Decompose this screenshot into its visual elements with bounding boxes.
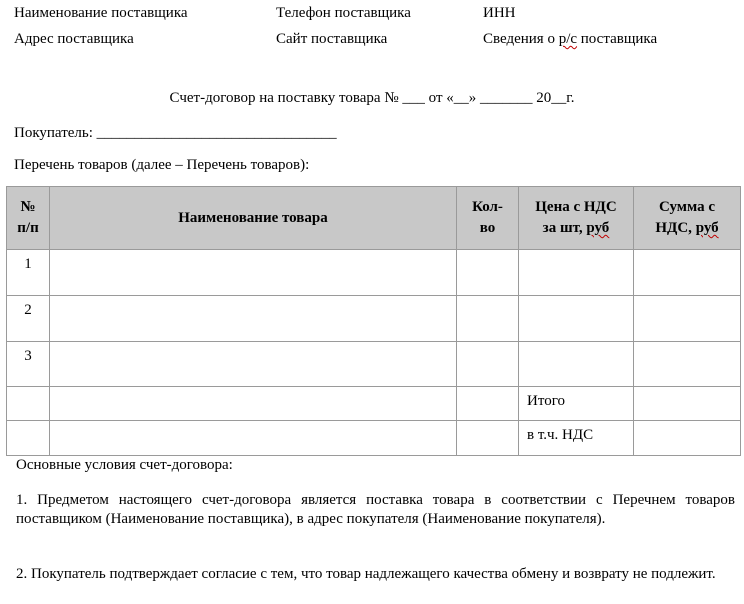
col-header-price: Цена с НДС за шт, руб: [519, 187, 634, 250]
empty-cell: [7, 421, 50, 456]
sum-cell[interactable]: [634, 342, 741, 387]
row-number: 3: [7, 342, 50, 387]
sum-cell[interactable]: [634, 296, 741, 342]
total-row: [7, 387, 741, 421]
item-name-cell[interactable]: [50, 296, 457, 342]
empty-cell: [7, 387, 50, 421]
goods-list-intro: Перечень товаров (далее – Перечень товаров):: [14, 157, 310, 173]
document-title: Счет-договор на поставку товара № ___ от «__» _______ 20__г.: [169, 90, 575, 106]
bank-details-label: [483, 31, 657, 48]
item-name-cell[interactable]: [50, 250, 457, 296]
vat-value-cell[interactable]: [634, 421, 741, 456]
empty-cell: [50, 421, 457, 456]
empty-cell: [457, 387, 519, 421]
price-cell[interactable]: [519, 342, 634, 387]
vat-row: [7, 421, 741, 456]
terms-heading: Основные условия счет-договора:: [16, 457, 233, 473]
term-paragraph-2: 2. Покупатель подтверждает согласие с тем, что товар надлежащего качества обмену и возврату не подлежит.: [16, 566, 716, 582]
supplier-address-label: Адрес поставщика: [14, 31, 134, 47]
supplier-site-label: Сайт поставщика: [276, 31, 388, 47]
supplier-phone-label: Телефон поставщика: [276, 5, 411, 21]
sum-cell[interactable]: [634, 250, 741, 296]
qty-cell[interactable]: [457, 342, 519, 387]
col-header-num: № п/п: [7, 187, 50, 250]
table-row: [7, 296, 741, 342]
inn-label: ИНН: [483, 5, 516, 21]
buyer-line: Покупатель: ________________________________: [14, 125, 337, 141]
qty-cell[interactable]: [457, 296, 519, 342]
bank-details-rs: р/с: [558, 31, 578, 47]
empty-cell: [457, 421, 519, 456]
table-row: [7, 250, 741, 296]
price-cell[interactable]: [519, 296, 634, 342]
goods-table: [6, 186, 741, 456]
bank-details-pre: Сведения о: [483, 31, 559, 47]
price-cell[interactable]: [519, 250, 634, 296]
bank-details-post: поставщика: [577, 31, 658, 47]
item-name-cell[interactable]: [50, 342, 457, 387]
empty-cell: [50, 387, 457, 421]
row-number: 2: [7, 296, 50, 342]
col-header-sum: Сумма с НДС, руб: [634, 187, 741, 250]
table-header-row: [7, 187, 741, 250]
term-paragraph-1: 1. Предметом настоящего счет-договора является поставка товара в соответствии с Перечнем товаров поставщиком (Наименование поставщика), в адрес покупателя (Наименование покупателя).: [16, 492, 735, 527]
total-value-cell[interactable]: [634, 387, 741, 421]
col-header-qty: Кол- во: [457, 187, 519, 250]
total-label: Итого: [519, 387, 634, 421]
vat-label: в т.ч. НДС: [519, 421, 634, 456]
qty-cell[interactable]: [457, 250, 519, 296]
row-number: 1: [7, 250, 50, 296]
supplier-name-label: Наименование поставщика: [14, 5, 188, 21]
table-row: [7, 342, 741, 387]
col-header-name: Наименование товара: [50, 187, 457, 250]
